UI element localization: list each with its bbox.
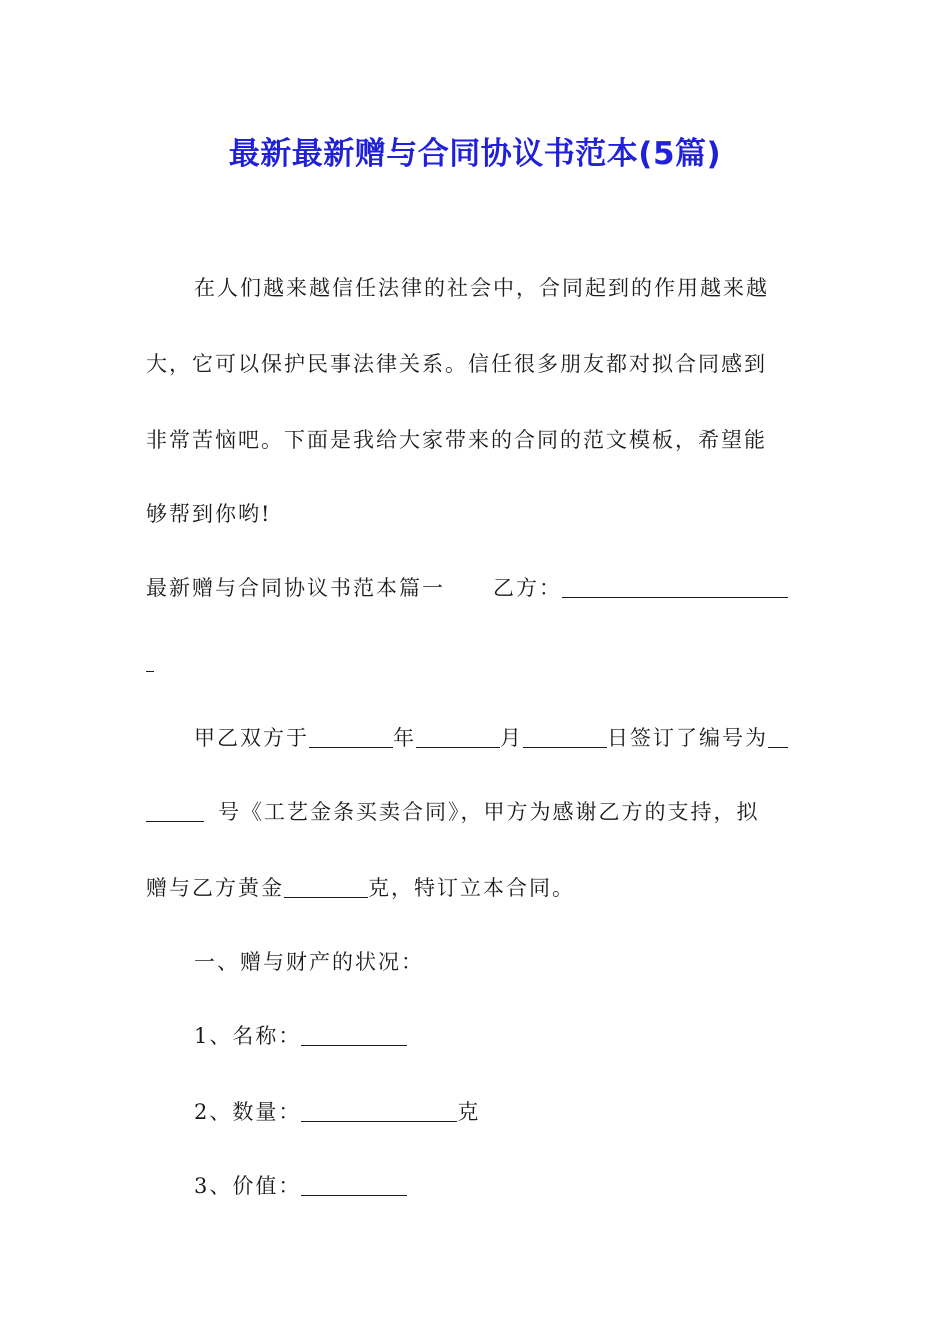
party-b-blank-end	[146, 651, 154, 672]
para-line-2	[146, 796, 808, 826]
item-name-line	[194, 1020, 808, 1050]
para-text-g: 克，特订立本合同。	[368, 876, 575, 900]
party-b-label: 乙方：	[493, 576, 562, 600]
item-name-blank	[301, 1025, 407, 1046]
document-title: 最新最新赠与合同协议书范本(5篇)	[228, 136, 722, 172]
intro-line-4: 够帮到你哟!	[146, 502, 272, 526]
day-blank	[523, 727, 607, 748]
item-value-line	[194, 1170, 808, 1200]
item-qty-label: 2、数量：	[194, 1100, 302, 1124]
para-text-d: 日签订了编号为	[607, 726, 768, 750]
para-text-e: 号《工艺金条买卖合同》，甲方为感谢乙方的支持，拟	[218, 800, 760, 824]
para-text-a: 甲乙双方于	[194, 726, 309, 750]
para-text-year: 年	[393, 726, 416, 750]
item-name-label: 1、名称：	[194, 1024, 302, 1048]
item-value-label: 3、价值：	[194, 1174, 302, 1198]
item-value-blank	[301, 1175, 407, 1196]
item-qty-unit: 克	[457, 1100, 481, 1124]
para-text-month: 月	[500, 726, 523, 750]
gold-weight-blank	[284, 877, 368, 898]
intro-line-3: 非常苦恼吧。下面是我给大家带来的合同的范文模板，希望能	[146, 428, 767, 452]
contract-no-blank	[768, 727, 788, 748]
section-heading-line	[146, 572, 808, 602]
section-heading: 最新赠与合同协议书范本篇一	[146, 576, 445, 600]
month-blank	[416, 727, 500, 748]
contract-no-blank-end	[146, 801, 204, 822]
para-text-f: 赠与乙方黄金	[146, 876, 284, 900]
intro-line-1: 在人们越来越信任法律的社会中，合同起到的作用越来越	[194, 276, 769, 300]
para-line-1	[194, 722, 808, 752]
gift-property-heading: 一、赠与财产的状况：	[194, 950, 424, 974]
para-line-3	[146, 872, 808, 902]
intro-line-2: 大，它可以保护民事法律关系。信任很多朋友都对拟合同感到	[146, 352, 767, 376]
year-blank	[309, 727, 393, 748]
party-b-blank-continued	[146, 650, 808, 674]
item-qty-line	[194, 1096, 808, 1126]
party-b-blank	[562, 577, 788, 598]
item-qty-blank	[301, 1101, 457, 1122]
